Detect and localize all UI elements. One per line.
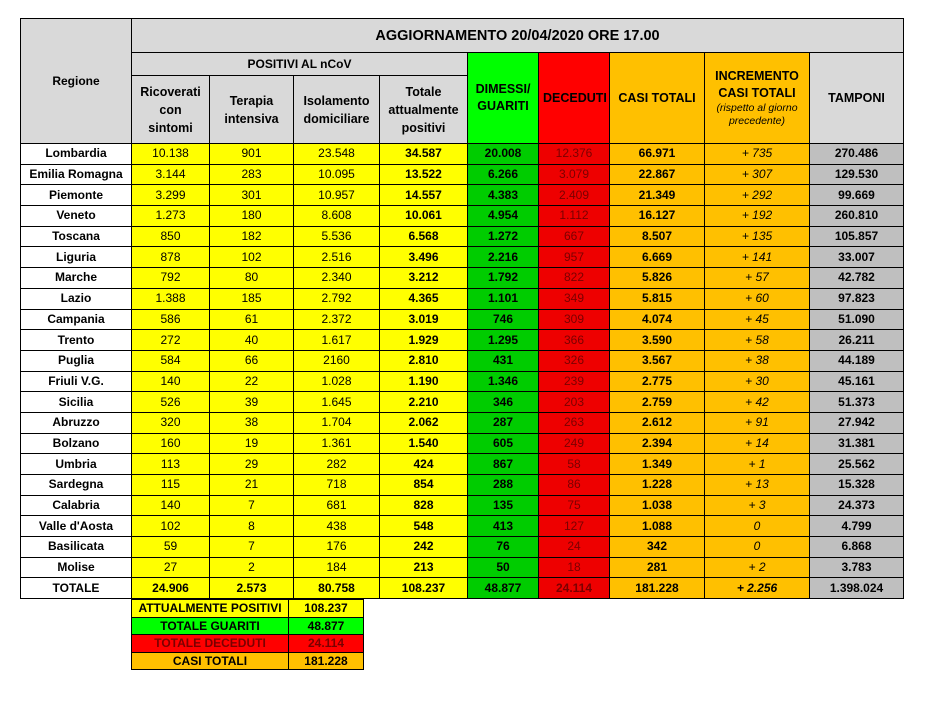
cell-dim: 746 bbox=[468, 309, 539, 330]
cell-iso: 8.608 bbox=[294, 206, 380, 227]
cell-ric: 526 bbox=[132, 392, 210, 413]
cell-inc: + 1 bbox=[705, 454, 810, 475]
cell-dim: 4.954 bbox=[468, 206, 539, 227]
cell-dim: 1.346 bbox=[468, 371, 539, 392]
cell-ter: 102 bbox=[210, 247, 294, 268]
cell-tot: 34.587 bbox=[380, 144, 468, 165]
cell-cas: 1.088 bbox=[610, 516, 705, 537]
incremento-title: INCREMENTO CASI TOTALI bbox=[715, 69, 799, 100]
cell-cas: 16.127 bbox=[610, 206, 705, 227]
cell-cas: 342 bbox=[610, 537, 705, 558]
cell-cas: 6.669 bbox=[610, 247, 705, 268]
cell-dim: 4.383 bbox=[468, 185, 539, 206]
cell-inc: + 2.256 bbox=[705, 578, 810, 599]
cell-tam: 24.373 bbox=[810, 495, 904, 516]
cell-regione: Trento bbox=[21, 330, 132, 351]
cell-inc: + 292 bbox=[705, 185, 810, 206]
cell-dec: 203 bbox=[539, 392, 610, 413]
cell-tam: 15.328 bbox=[810, 475, 904, 496]
cell-tam: 6.868 bbox=[810, 537, 904, 558]
cell-ter: 7 bbox=[210, 495, 294, 516]
table-row bbox=[21, 350, 904, 371]
cell-iso: 176 bbox=[294, 537, 380, 558]
summary-value: 48.877 bbox=[289, 617, 364, 635]
cell-tot: 3.496 bbox=[380, 247, 468, 268]
table-row bbox=[21, 454, 904, 475]
cell-tot: 1.929 bbox=[380, 330, 468, 351]
cell-tot: 828 bbox=[380, 495, 468, 516]
cell-regione: Umbria bbox=[21, 454, 132, 475]
table-row bbox=[21, 495, 904, 516]
cell-inc: + 192 bbox=[705, 206, 810, 227]
summary-label: CASI TOTALI bbox=[132, 652, 289, 670]
cell-dec: 86 bbox=[539, 475, 610, 496]
total-row bbox=[21, 578, 904, 599]
cell-cas: 21.349 bbox=[610, 185, 705, 206]
cell-dec: 127 bbox=[539, 516, 610, 537]
cell-dec: 957 bbox=[539, 247, 610, 268]
cell-dim: 431 bbox=[468, 350, 539, 371]
cell-tot: 2.810 bbox=[380, 350, 468, 371]
cell-dec: 249 bbox=[539, 433, 610, 454]
cell-tot: 854 bbox=[380, 475, 468, 496]
cell-dec: 263 bbox=[539, 412, 610, 433]
cell-ter: 2.573 bbox=[210, 578, 294, 599]
cell-dim: 1.792 bbox=[468, 268, 539, 289]
cell-cas: 281 bbox=[610, 557, 705, 578]
cell-ter: 2 bbox=[210, 557, 294, 578]
cell-tam: 51.090 bbox=[810, 309, 904, 330]
cell-regione: Bolzano bbox=[21, 433, 132, 454]
cell-cas: 22.867 bbox=[610, 164, 705, 185]
cell-regione: Sicilia bbox=[21, 392, 132, 413]
cell-dec: 822 bbox=[539, 268, 610, 289]
cell-ric: 584 bbox=[132, 350, 210, 371]
cell-tam: 270.486 bbox=[810, 144, 904, 165]
cell-tot: 6.568 bbox=[380, 226, 468, 247]
cell-ric: 10.138 bbox=[132, 144, 210, 165]
cell-ter: 283 bbox=[210, 164, 294, 185]
cell-tam: 51.373 bbox=[810, 392, 904, 413]
cell-iso: 1.617 bbox=[294, 330, 380, 351]
cell-dec: 326 bbox=[539, 350, 610, 371]
regione-header: Regione bbox=[21, 19, 132, 144]
cell-inc: + 141 bbox=[705, 247, 810, 268]
cell-tam: 45.161 bbox=[810, 371, 904, 392]
cell-dec: 18 bbox=[539, 557, 610, 578]
cell-cas: 1.349 bbox=[610, 454, 705, 475]
cell-regione: Marche bbox=[21, 268, 132, 289]
cell-ter: 182 bbox=[210, 226, 294, 247]
cell-regione: Piemonte bbox=[21, 185, 132, 206]
cell-iso: 438 bbox=[294, 516, 380, 537]
covid-regional-table bbox=[20, 18, 904, 599]
cell-cas: 3.590 bbox=[610, 330, 705, 351]
cell-iso: 10.095 bbox=[294, 164, 380, 185]
cell-cas: 66.971 bbox=[610, 144, 705, 165]
cell-tot: 13.522 bbox=[380, 164, 468, 185]
cell-inc: + 307 bbox=[705, 164, 810, 185]
cell-ter: 80 bbox=[210, 268, 294, 289]
table-row bbox=[21, 226, 904, 247]
cell-ter: 29 bbox=[210, 454, 294, 475]
cell-ric: 24.906 bbox=[132, 578, 210, 599]
cell-dec: 2.409 bbox=[539, 185, 610, 206]
cell-ric: 3.144 bbox=[132, 164, 210, 185]
cell-inc: + 3 bbox=[705, 495, 810, 516]
cell-tot: 1.540 bbox=[380, 433, 468, 454]
cell-ter: 180 bbox=[210, 206, 294, 227]
table-row bbox=[21, 392, 904, 413]
summary-row bbox=[132, 617, 364, 635]
cell-dec: 75 bbox=[539, 495, 610, 516]
table-row bbox=[21, 164, 904, 185]
cell-cas: 5.826 bbox=[610, 268, 705, 289]
cell-tam: 105.857 bbox=[810, 226, 904, 247]
ricoverati-header: Ricoverati con sintomi bbox=[132, 76, 210, 144]
positivi-group-header: POSITIVI AL nCoV bbox=[132, 53, 468, 76]
cell-dim: 867 bbox=[468, 454, 539, 475]
cell-iso: 2.516 bbox=[294, 247, 380, 268]
cell-iso: 1.704 bbox=[294, 412, 380, 433]
cell-tam: 260.810 bbox=[810, 206, 904, 227]
cell-ric: 1.273 bbox=[132, 206, 210, 227]
cell-ter: 61 bbox=[210, 309, 294, 330]
cell-tam: 44.189 bbox=[810, 350, 904, 371]
cell-dec: 12.376 bbox=[539, 144, 610, 165]
cell-ter: 40 bbox=[210, 330, 294, 351]
cell-tot: 548 bbox=[380, 516, 468, 537]
cell-dim: 346 bbox=[468, 392, 539, 413]
cell-iso: 282 bbox=[294, 454, 380, 475]
cell-dec: 239 bbox=[539, 371, 610, 392]
cell-tam: 3.783 bbox=[810, 557, 904, 578]
cell-regione: Molise bbox=[21, 557, 132, 578]
cell-tot: 4.365 bbox=[380, 288, 468, 309]
table-row bbox=[21, 268, 904, 289]
cell-regione: Abruzzo bbox=[21, 412, 132, 433]
cell-tam: 31.381 bbox=[810, 433, 904, 454]
cell-dim: 50 bbox=[468, 557, 539, 578]
cell-ric: 27 bbox=[132, 557, 210, 578]
cell-cas: 2.775 bbox=[610, 371, 705, 392]
cell-ter: 7 bbox=[210, 537, 294, 558]
cell-ric: 586 bbox=[132, 309, 210, 330]
cell-cas: 8.507 bbox=[610, 226, 705, 247]
cell-dec: 24 bbox=[539, 537, 610, 558]
cell-tot: 14.557 bbox=[380, 185, 468, 206]
cell-dim: 76 bbox=[468, 537, 539, 558]
summary-value: 108.237 bbox=[289, 600, 364, 618]
cell-dim: 413 bbox=[468, 516, 539, 537]
cell-tot: 242 bbox=[380, 537, 468, 558]
summary-row bbox=[132, 652, 364, 670]
cell-inc: + 91 bbox=[705, 412, 810, 433]
cell-dim: 20.008 bbox=[468, 144, 539, 165]
cell-ric: 792 bbox=[132, 268, 210, 289]
summary-value: 181.228 bbox=[289, 652, 364, 670]
table-row bbox=[21, 206, 904, 227]
casi-totali-header: CASI TOTALI bbox=[610, 53, 705, 144]
cell-regione: Liguria bbox=[21, 247, 132, 268]
cell-ter: 19 bbox=[210, 433, 294, 454]
cell-regione: Valle d'Aosta bbox=[21, 516, 132, 537]
cell-dim: 287 bbox=[468, 412, 539, 433]
table-row bbox=[21, 185, 904, 206]
cell-regione: Emilia Romagna bbox=[21, 164, 132, 185]
table-body bbox=[21, 19, 904, 599]
cell-iso: 2.372 bbox=[294, 309, 380, 330]
cell-dim: 1.295 bbox=[468, 330, 539, 351]
cell-dec: 667 bbox=[539, 226, 610, 247]
cell-ter: 66 bbox=[210, 350, 294, 371]
summary-label: TOTALE DECEDUTI bbox=[132, 635, 289, 653]
deceduti-header: DECEDUTI bbox=[539, 53, 610, 144]
cell-ter: 185 bbox=[210, 288, 294, 309]
totale-positivi-header: Totale attualmente positivi bbox=[380, 76, 468, 144]
cell-tot: 2.210 bbox=[380, 392, 468, 413]
dimessi-header: DIMESSI/ GUARITI bbox=[468, 53, 539, 144]
table-row bbox=[21, 537, 904, 558]
cell-ter: 21 bbox=[210, 475, 294, 496]
cell-tam: 27.942 bbox=[810, 412, 904, 433]
incremento-subtitle: (rispetto al giorno precedente) bbox=[716, 102, 798, 127]
cell-inc: + 13 bbox=[705, 475, 810, 496]
cell-dim: 48.877 bbox=[468, 578, 539, 599]
cell-tam: 26.211 bbox=[810, 330, 904, 351]
cell-iso: 718 bbox=[294, 475, 380, 496]
summary-row bbox=[132, 600, 364, 618]
cell-regione: Calabria bbox=[21, 495, 132, 516]
summary-body bbox=[132, 600, 364, 670]
cell-ric: 115 bbox=[132, 475, 210, 496]
cell-inc: + 42 bbox=[705, 392, 810, 413]
table-row bbox=[21, 433, 904, 454]
summary-label: ATTUALMENTE POSITIVI bbox=[132, 600, 289, 618]
cell-ter: 39 bbox=[210, 392, 294, 413]
cell-ric: 59 bbox=[132, 537, 210, 558]
cell-inc: + 2 bbox=[705, 557, 810, 578]
cell-regione: Lazio bbox=[21, 288, 132, 309]
table-row bbox=[21, 247, 904, 268]
cell-ter: 301 bbox=[210, 185, 294, 206]
cell-inc: + 57 bbox=[705, 268, 810, 289]
cell-regione: Puglia bbox=[21, 350, 132, 371]
cell-ric: 140 bbox=[132, 495, 210, 516]
cell-dec: 24.114 bbox=[539, 578, 610, 599]
cell-cas: 4.074 bbox=[610, 309, 705, 330]
terapia-header: Terapia intensiva bbox=[210, 76, 294, 144]
summary-row bbox=[132, 635, 364, 653]
cell-dec: 58 bbox=[539, 454, 610, 475]
cell-tam: 99.669 bbox=[810, 185, 904, 206]
cell-regione: Campania bbox=[21, 309, 132, 330]
cell-iso: 5.536 bbox=[294, 226, 380, 247]
cell-ter: 8 bbox=[210, 516, 294, 537]
cell-inc: + 58 bbox=[705, 330, 810, 351]
cell-iso: 2.340 bbox=[294, 268, 380, 289]
cell-inc: + 30 bbox=[705, 371, 810, 392]
cell-iso: 1.028 bbox=[294, 371, 380, 392]
cell-dim: 1.101 bbox=[468, 288, 539, 309]
cell-regione: Lombardia bbox=[21, 144, 132, 165]
cell-inc: + 735 bbox=[705, 144, 810, 165]
cell-dec: 3.079 bbox=[539, 164, 610, 185]
table-row bbox=[21, 412, 904, 433]
summary-value: 24.114 bbox=[289, 635, 364, 653]
cell-tam: 4.799 bbox=[810, 516, 904, 537]
cell-tam: 33.007 bbox=[810, 247, 904, 268]
cell-iso: 2160 bbox=[294, 350, 380, 371]
table-row bbox=[21, 144, 904, 165]
incremento-header bbox=[705, 53, 810, 144]
cell-dim: 605 bbox=[468, 433, 539, 454]
cell-dec: 309 bbox=[539, 309, 610, 330]
cell-regione: Veneto bbox=[21, 206, 132, 227]
cell-iso: 1.645 bbox=[294, 392, 380, 413]
cell-regione: TOTALE bbox=[21, 578, 132, 599]
cell-dec: 1.112 bbox=[539, 206, 610, 227]
cell-inc: 0 bbox=[705, 516, 810, 537]
table-row bbox=[21, 371, 904, 392]
cell-iso: 184 bbox=[294, 557, 380, 578]
cell-ric: 272 bbox=[132, 330, 210, 351]
table-row bbox=[21, 288, 904, 309]
cell-dec: 349 bbox=[539, 288, 610, 309]
cell-inc: + 60 bbox=[705, 288, 810, 309]
cell-dim: 1.272 bbox=[468, 226, 539, 247]
cell-iso: 23.548 bbox=[294, 144, 380, 165]
cell-iso: 2.792 bbox=[294, 288, 380, 309]
cell-iso: 1.361 bbox=[294, 433, 380, 454]
cell-dim: 288 bbox=[468, 475, 539, 496]
cell-inc: + 135 bbox=[705, 226, 810, 247]
table-row bbox=[21, 557, 904, 578]
cell-dim: 2.216 bbox=[468, 247, 539, 268]
cell-ric: 1.388 bbox=[132, 288, 210, 309]
cell-tot: 3.212 bbox=[380, 268, 468, 289]
cell-tot: 1.190 bbox=[380, 371, 468, 392]
cell-cas: 1.038 bbox=[610, 495, 705, 516]
cell-ric: 878 bbox=[132, 247, 210, 268]
update-title: AGGIORNAMENTO 20/04/2020 ORE 17.00 bbox=[132, 19, 904, 53]
table-row bbox=[21, 309, 904, 330]
cell-ric: 160 bbox=[132, 433, 210, 454]
cell-regione: Basilicata bbox=[21, 537, 132, 558]
cell-tam: 1.398.024 bbox=[810, 578, 904, 599]
cell-ric: 3.299 bbox=[132, 185, 210, 206]
cell-tam: 25.562 bbox=[810, 454, 904, 475]
cell-tam: 97.823 bbox=[810, 288, 904, 309]
cell-tam: 129.530 bbox=[810, 164, 904, 185]
cell-iso: 80.758 bbox=[294, 578, 380, 599]
summary-label: TOTALE GUARITI bbox=[132, 617, 289, 635]
tamponi-header: TAMPONI bbox=[810, 53, 904, 144]
isolamento-header: Isolamento domiciliare bbox=[294, 76, 380, 144]
cell-inc: + 45 bbox=[705, 309, 810, 330]
cell-ter: 22 bbox=[210, 371, 294, 392]
cell-dim: 6.266 bbox=[468, 164, 539, 185]
cell-tam: 42.782 bbox=[810, 268, 904, 289]
cell-inc: 0 bbox=[705, 537, 810, 558]
cell-ter: 901 bbox=[210, 144, 294, 165]
summary-table bbox=[131, 599, 364, 670]
cell-inc: + 14 bbox=[705, 433, 810, 454]
cell-dim: 135 bbox=[468, 495, 539, 516]
cell-tot: 424 bbox=[380, 454, 468, 475]
cell-ter: 38 bbox=[210, 412, 294, 433]
cell-ric: 113 bbox=[132, 454, 210, 475]
cell-regione: Sardegna bbox=[21, 475, 132, 496]
cell-cas: 1.228 bbox=[610, 475, 705, 496]
cell-regione: Toscana bbox=[21, 226, 132, 247]
table-row bbox=[21, 475, 904, 496]
cell-cas: 2.759 bbox=[610, 392, 705, 413]
cell-tot: 10.061 bbox=[380, 206, 468, 227]
cell-dec: 366 bbox=[539, 330, 610, 351]
cell-cas: 5.815 bbox=[610, 288, 705, 309]
cell-tot: 108.237 bbox=[380, 578, 468, 599]
cell-cas: 3.567 bbox=[610, 350, 705, 371]
cell-tot: 2.062 bbox=[380, 412, 468, 433]
table-row bbox=[21, 516, 904, 537]
cell-cas: 181.228 bbox=[610, 578, 705, 599]
cell-regione: Friuli V.G. bbox=[21, 371, 132, 392]
cell-ric: 850 bbox=[132, 226, 210, 247]
cell-iso: 10.957 bbox=[294, 185, 380, 206]
cell-ric: 102 bbox=[132, 516, 210, 537]
cell-ric: 140 bbox=[132, 371, 210, 392]
cell-cas: 2.612 bbox=[610, 412, 705, 433]
table-row bbox=[21, 330, 904, 351]
cell-tot: 213 bbox=[380, 557, 468, 578]
cell-cas: 2.394 bbox=[610, 433, 705, 454]
cell-inc: + 38 bbox=[705, 350, 810, 371]
cell-tot: 3.019 bbox=[380, 309, 468, 330]
cell-ric: 320 bbox=[132, 412, 210, 433]
cell-iso: 681 bbox=[294, 495, 380, 516]
